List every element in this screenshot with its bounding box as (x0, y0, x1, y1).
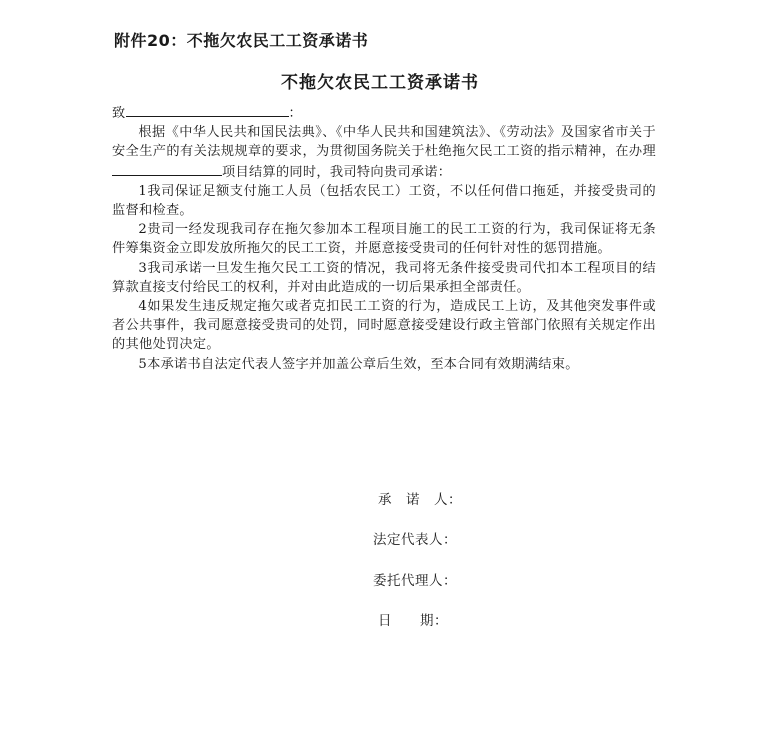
commitment-item-2: 2贵司一经发现我司存在拖欠参加本工程项目施工的民工工资的行为，我司保证将无条件筹集资金立即发放所拖欠的民工工资，并愿意接受贵司的任何针对性的惩罚措施。 (112, 222, 656, 257)
addressee-prefix: 致 (112, 106, 126, 121)
intro-part2: 项目结算的同时，我司特向贵司承诺： (222, 164, 452, 180)
commitment-item-5: 5本承诺书自法定代表人签字并加盖公章后生效，至本合同有效期满结束。 (138, 356, 579, 372)
addressee-suffix: ： (288, 106, 302, 121)
document-title: 不拖欠农民工工资承诺书 (281, 73, 479, 93)
commitment-item-3: 3我司承诺一旦发生拖欠民工工资的情况，我司将无条件接受贵司代扣本工程项目的结算款直接支付给民工的权利，并对由此造成的一切后果承担全部责任。 (112, 260, 656, 295)
date-label: 日 期： (378, 613, 448, 629)
commitment-item-1: 1我司保证足额支付施工人员（包括农民工）工资，不以任何借口拖延，并接受贵司的监督和检查。 (112, 183, 656, 219)
commitment-item-4: 4如果发生违反规定拖欠或者克扣民工工资的行为，造成民工上访，及其他突发事件或者公共事件，我司愿意接受贵司的处罚，同时愿意接受建设行政主管部门依照有关规定作出的其他处罚决定。 (112, 299, 656, 353)
intro-paragraph (112, 123, 656, 182)
legal-rep-label: 法定代表人： (373, 532, 457, 548)
addressee-blank (126, 103, 289, 117)
attachment-label: 附件20：不拖欠农民工工资承诺书 (114, 31, 369, 50)
addressee-line (112, 103, 656, 123)
letter-body (112, 103, 656, 374)
intro-part1: 根据《中华人民共和国民法典》、《中华人民共和国建筑法》、《劳动法》及国家省市关于安全生产的有关法规规章的要求，为贯彻国务院关于杜绝拖欠民工工资的指示精神，在办理 (112, 125, 656, 160)
agent-label: 委托代理人： (373, 573, 457, 589)
project-name-blank (112, 162, 222, 176)
promisor-label: 承 诺 人： (378, 492, 462, 508)
